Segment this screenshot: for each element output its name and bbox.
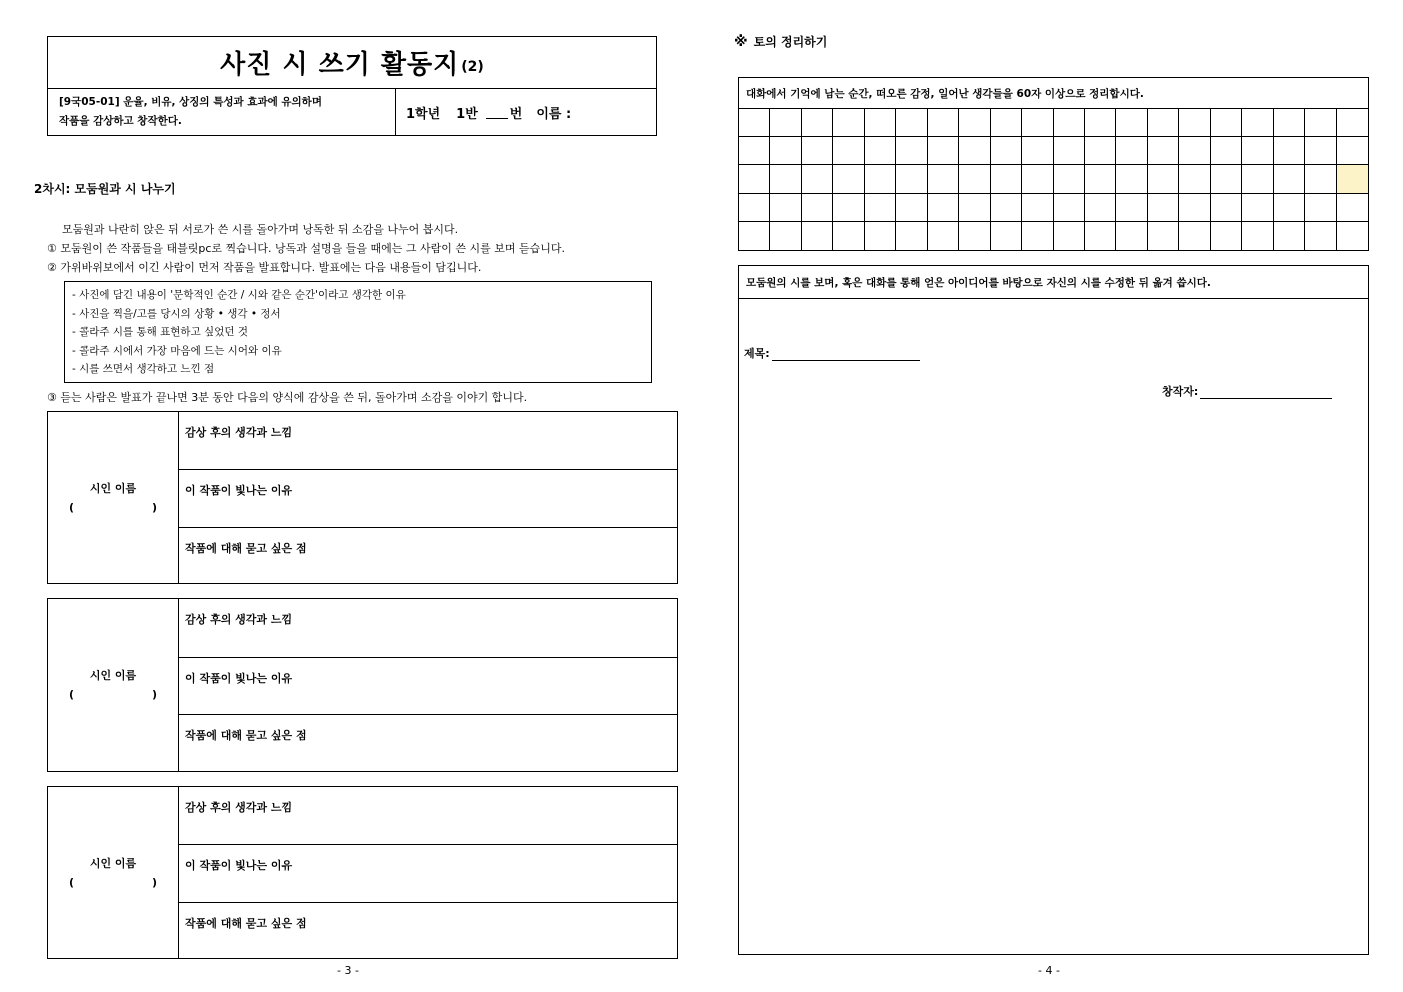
grid-cell[interactable] <box>1337 137 1368 165</box>
grid-cell[interactable] <box>1022 137 1053 165</box>
grid-instruction: 대화에서 기억에 남는 순간, 떠오른 감정, 일어난 생각들을 60자 이상으로 정리합시다. <box>739 78 1368 109</box>
grid-cell[interactable] <box>1179 222 1210 250</box>
grid-cell[interactable] <box>1148 165 1179 193</box>
grid-cell[interactable] <box>1242 222 1273 250</box>
grid-cell[interactable] <box>1211 222 1242 250</box>
standard-line-1: [9국05-01] 운율, 비유, 상징의 특성과 효과에 유의하며 <box>59 96 322 108</box>
grid-cell[interactable] <box>959 109 990 137</box>
row-label: 이 작품이 빛나는 이유 <box>185 672 293 685</box>
grid-cell[interactable] <box>1148 137 1179 165</box>
grid-cell[interactable] <box>1085 165 1116 193</box>
grid-cell[interactable] <box>1054 165 1085 193</box>
grid-cell[interactable] <box>1179 165 1210 193</box>
row-label: 이 작품이 빛나는 이유 <box>185 484 293 497</box>
grid-cell[interactable] <box>1242 194 1273 222</box>
feedback-table-1 <box>47 411 678 584</box>
step-2: ② 가위바위보에서 이긴 사람이 먼저 작품을 발표합니다. 발표에는 다음 내용들이 담깁니다. <box>47 261 482 274</box>
grid-cell[interactable] <box>1022 165 1053 193</box>
grid-cell[interactable] <box>1211 194 1242 222</box>
grid-cell[interactable] <box>739 194 770 222</box>
grid-cell[interactable] <box>739 222 770 250</box>
feedback-row-question[interactable] <box>179 527 677 584</box>
poet-name-blank <box>69 498 157 517</box>
grid-cell[interactable] <box>1054 109 1085 137</box>
grid-cell[interactable] <box>1305 165 1336 193</box>
feedback-row-impression[interactable] <box>179 599 677 657</box>
poet-name-blank <box>69 873 157 892</box>
grid-cell[interactable] <box>1242 109 1273 137</box>
grade-label: 1학년 <box>406 106 441 122</box>
paren-open: ( <box>69 875 75 889</box>
grid-cell[interactable] <box>959 165 990 193</box>
name-label: 이름 : <box>536 106 572 122</box>
grid-cell[interactable] <box>802 137 833 165</box>
feedback-row-strength[interactable] <box>179 469 677 527</box>
row-label: 이 작품이 빛나는 이유 <box>185 859 293 872</box>
grid-cell[interactable] <box>959 194 990 222</box>
grid-cell[interactable] <box>928 222 959 250</box>
feedback-table-2 <box>47 598 678 772</box>
discussion-heading <box>734 33 827 50</box>
grid-cell[interactable] <box>802 109 833 137</box>
grid-cell[interactable] <box>1148 109 1179 137</box>
grid-cell[interactable] <box>739 109 770 137</box>
content-item: - 사진에 담긴 내용이 '문학적인 순간 / 시와 같은 순간'이라고 생각한 이유 <box>72 289 406 301</box>
poet-name-cell[interactable] <box>48 787 179 958</box>
revise-poem-box[interactable] <box>738 265 1369 955</box>
grid-cell[interactable] <box>991 109 1022 137</box>
row-label: 작품에 대해 묻고 싶은 점 <box>185 917 307 930</box>
poet-name-blank <box>69 685 157 704</box>
grid-cell[interactable] <box>1305 222 1336 250</box>
poet-name-cell[interactable] <box>48 412 179 583</box>
grid-cell[interactable] <box>1274 137 1305 165</box>
step-1: ① 모둠원이 쓴 작품들을 태블릿pc로 찍습니다. 낭독과 설명을 들을 때에는 그 사람이 쓴 시를 보며 듣습니다. <box>47 242 565 255</box>
grid-cell[interactable] <box>1242 137 1273 165</box>
grid-cell[interactable] <box>1022 222 1053 250</box>
number-blank[interactable] <box>486 106 508 119</box>
grid-cell[interactable] <box>1054 137 1085 165</box>
feedback-row-question[interactable] <box>179 714 677 772</box>
grid-cell[interactable] <box>865 165 896 193</box>
grid-cell[interactable] <box>959 222 990 250</box>
grid-cell[interactable] <box>896 222 927 250</box>
feedback-row-strength[interactable] <box>179 844 677 902</box>
content-item: - 사진을 찍을/고를 당시의 상황 • 생각 • 정서 <box>72 307 281 320</box>
intro-text: 모둠원과 나란히 앉은 뒤 서로가 쓴 시를 돌아가며 낭독한 뒤 소감을 나누어 봅시다. <box>62 223 459 236</box>
grid-cell[interactable] <box>833 165 864 193</box>
feedback-row-impression[interactable] <box>179 412 677 469</box>
poem-title-label: 제목: <box>744 347 770 360</box>
row-label: 감상 후의 생각과 느낌 <box>185 613 293 626</box>
paren-open: ( <box>69 688 75 701</box>
grid-cell[interactable] <box>1179 194 1210 222</box>
grid-cell[interactable] <box>1116 222 1147 250</box>
grid-cell[interactable] <box>865 137 896 165</box>
grid-cell[interactable] <box>770 165 801 193</box>
grid-cell[interactable] <box>770 222 801 250</box>
title-row <box>48 37 656 89</box>
page-number-left: - 3 - <box>337 964 359 977</box>
content-item: - 콜라주 시에서 가장 마음에 드는 시어와 이유 <box>72 344 282 357</box>
grid-cell[interactable] <box>802 222 833 250</box>
grid-cell[interactable] <box>896 109 927 137</box>
grid-cell[interactable] <box>1242 165 1273 193</box>
grid-cell[interactable] <box>865 194 896 222</box>
grid-cell[interactable] <box>770 194 801 222</box>
feedback-row-strength[interactable] <box>179 657 677 714</box>
poem-title-underline <box>772 348 920 361</box>
discussion-heading-text: 토의 정리하기 <box>753 35 828 49</box>
worksheet-title: 사진 시 쓰기 활동지 <box>220 50 460 80</box>
grid-cell[interactable] <box>991 137 1022 165</box>
grid-cell[interactable] <box>1337 222 1368 250</box>
grid-cell[interactable] <box>928 194 959 222</box>
paren-close: ) <box>151 500 157 514</box>
worksheet-title-suffix: (2) <box>461 58 484 75</box>
row-label: 감상 후의 생각과 느낌 <box>185 801 293 814</box>
grid-cell[interactable] <box>1211 137 1242 165</box>
standard-line-2: 작품을 감상하고 창작한다. <box>59 115 182 127</box>
grid-cell[interactable] <box>1116 194 1147 222</box>
reference-mark-icon: ※ <box>734 33 748 50</box>
number-label: 번 <box>509 106 523 122</box>
grid-cell[interactable] <box>928 137 959 165</box>
grid-cell[interactable] <box>770 109 801 137</box>
grid-cell[interactable] <box>1274 109 1305 137</box>
grid-cell[interactable] <box>1085 222 1116 250</box>
grid-cell[interactable] <box>896 194 927 222</box>
grid-cell[interactable] <box>1054 222 1085 250</box>
poet-name-label: 시인 이름 <box>89 481 137 495</box>
grid-cell[interactable] <box>1022 109 1053 137</box>
worksheet-header <box>47 36 657 136</box>
grid-cell[interactable] <box>802 165 833 193</box>
grid-cell[interactable] <box>1148 222 1179 250</box>
grid-cell[interactable] <box>1116 165 1147 193</box>
grid-cell[interactable] <box>1337 165 1368 193</box>
poet-name-label: 시인 이름 <box>89 669 137 682</box>
revise-instruction: 모둠원의 시를 보며, 혹은 대화를 통해 얻은 아이디어를 바탕으로 자신의 시를 수정한 뒤 옮겨 씁시다. <box>739 266 1368 299</box>
paren-open: ( <box>69 500 75 514</box>
grid-cell[interactable] <box>991 165 1022 193</box>
grid-cell[interactable] <box>833 194 864 222</box>
grid-cell[interactable] <box>1274 165 1305 193</box>
grid-cell[interactable] <box>1305 109 1336 137</box>
content-item: - 콜라주 시를 통해 표현하고 싶었던 것 <box>72 326 248 339</box>
grid-cell[interactable] <box>928 165 959 193</box>
paren-close: ) <box>151 875 157 889</box>
grid-cell[interactable] <box>770 137 801 165</box>
grid-cell[interactable] <box>959 137 990 165</box>
grid-cell[interactable] <box>1274 194 1305 222</box>
grid-cell[interactable] <box>1085 109 1116 137</box>
author-underline <box>1200 386 1332 399</box>
grid-cell[interactable] <box>1022 194 1053 222</box>
presentation-contents-box <box>64 281 652 383</box>
grid-cell[interactable] <box>991 194 1022 222</box>
grid-cell[interactable] <box>896 137 927 165</box>
grid-cell[interactable] <box>1054 194 1085 222</box>
grid-cell[interactable] <box>991 222 1022 250</box>
grid-cell[interactable] <box>802 194 833 222</box>
grid-cell[interactable] <box>1116 109 1147 137</box>
grid-cell[interactable] <box>1305 137 1336 165</box>
manuscript-grid-box <box>738 77 1369 251</box>
student-info <box>396 88 656 136</box>
grid-cell[interactable] <box>1085 137 1116 165</box>
row-label: 작품에 대해 묻고 싶은 점 <box>185 542 307 555</box>
author-field[interactable] <box>1162 383 1332 399</box>
grid-cell[interactable] <box>1211 109 1242 137</box>
paren-close: ) <box>151 688 157 701</box>
feedback-row-impression[interactable] <box>179 787 677 844</box>
grid-cell[interactable] <box>1116 137 1147 165</box>
grid-cell[interactable] <box>739 165 770 193</box>
achievement-standard <box>48 88 396 136</box>
row-label: 작품에 대해 묻고 싶은 점 <box>185 729 307 742</box>
feedback-table-3 <box>47 786 678 959</box>
row-label: 감상 후의 생각과 느낌 <box>185 426 293 439</box>
grid-cell[interactable] <box>896 165 927 193</box>
manuscript-grid[interactable] <box>739 109 1368 250</box>
poet-name-label: 시인 이름 <box>89 856 137 870</box>
grid-cell[interactable] <box>833 222 864 250</box>
section-title: 2차시: 모둠원과 시 나누기 <box>34 182 176 196</box>
grid-cell[interactable] <box>1179 137 1210 165</box>
poet-name-cell[interactable] <box>48 599 179 771</box>
class-label: 1반 <box>456 106 478 122</box>
grid-cell[interactable] <box>1274 222 1305 250</box>
poem-title-field[interactable] <box>744 345 920 361</box>
grid-cell[interactable] <box>1337 194 1368 222</box>
grid-cell[interactable] <box>739 137 770 165</box>
author-label: 창작자: <box>1162 385 1199 398</box>
page-number-right: - 4 - <box>1038 964 1060 977</box>
grid-cell[interactable] <box>865 222 896 250</box>
grid-cell[interactable] <box>1337 109 1368 137</box>
feedback-row-question[interactable] <box>179 902 677 959</box>
grid-cell[interactable] <box>833 137 864 165</box>
grid-cell[interactable] <box>1148 194 1179 222</box>
step-3: ③ 듣는 사람은 발표가 끝나면 3분 동안 다음의 양식에 감상을 쓴 뒤, 돌아가며 소감을 이야기 합니다. <box>47 391 528 404</box>
grid-cell[interactable] <box>865 109 896 137</box>
grid-cell[interactable] <box>1085 194 1116 222</box>
grid-cell[interactable] <box>1179 109 1210 137</box>
grid-cell[interactable] <box>1211 165 1242 193</box>
grid-cell[interactable] <box>833 109 864 137</box>
content-item: - 시를 쓰면서 생각하고 느낀 점 <box>72 363 215 376</box>
grid-cell[interactable] <box>928 109 959 137</box>
grid-cell[interactable] <box>1305 194 1336 222</box>
